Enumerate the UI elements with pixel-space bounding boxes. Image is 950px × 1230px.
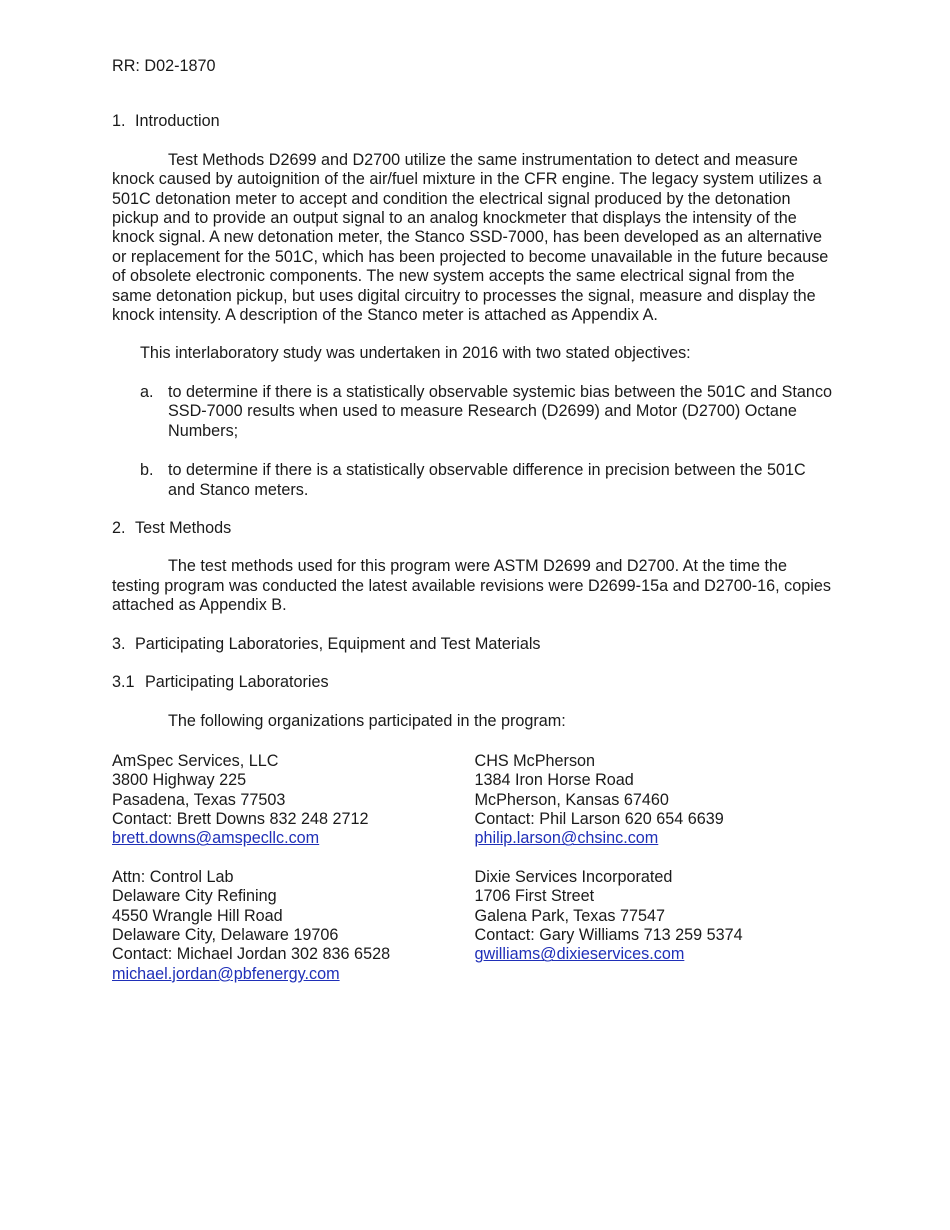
org-contact: Contact: Michael Jordan 302 836 6528	[112, 945, 391, 964]
org-city: McPherson, Kansas 67460	[474, 790, 669, 809]
participants-intro: The following organizations participated in the program:	[168, 712, 566, 731]
list-marker: b.	[140, 461, 154, 480]
org-address: 3800 Highway 225	[112, 771, 247, 790]
org-name: AmSpec Services, LLC	[112, 751, 279, 770]
objectives-list	[112, 383, 837, 500]
organizations-right-column	[475, 752, 838, 1003]
section-heading-participating	[112, 635, 837, 654]
email-link[interactable]: gwilliams@dixieservices.com	[474, 945, 685, 964]
organization-block	[475, 752, 838, 849]
org-address: 4550 Wrangle Hill Road	[112, 906, 283, 925]
section-number: 3.	[112, 634, 126, 653]
document-content	[112, 57, 837, 1003]
email-link[interactable]: brett.downs@amspecllc.com	[112, 829, 320, 848]
org-name: Dixie Services Incorporated	[474, 867, 673, 886]
org-name: Delaware City Refining	[112, 887, 277, 906]
org-contact: Contact: Brett Downs 832 248 2712	[112, 809, 369, 828]
org-address: 1706 First Street	[474, 887, 595, 906]
organizations-grid	[112, 752, 837, 1003]
organizations-left-column	[112, 752, 475, 1003]
org-address: 1384 Iron Horse Road	[474, 771, 634, 790]
org-contact: Contact: Phil Larson 620 654 6639	[474, 809, 724, 828]
list-marker: a.	[140, 382, 154, 401]
section-number: 1.	[112, 112, 126, 131]
list-item	[112, 383, 837, 441]
org-city: Delaware City, Delaware 19706	[112, 926, 339, 944]
org-attn: Attn: Control Lab	[112, 867, 234, 886]
section-heading-introduction	[112, 112, 837, 131]
org-city: Galena Park, Texas 77547	[474, 906, 665, 925]
list-item	[112, 461, 837, 500]
subsection-title: Participating Laboratories	[145, 672, 329, 691]
subsection-number: 3.1	[112, 672, 135, 691]
intro-paragraph: Test Methods D2699 and D2700 utilize the same instrumentation to detect and measure knock caused by autoignition of the air/fuel mixture in the CFR engine. The legacy system utilizes a 501C detonation meter to accept and condition the electrical signal produced by the detonation pickup and to provide an output signal to an analog knockmeter that displays the intensity of the knock signal. A new detonation meter, the Stanco SSD-7000, has been developed as an alternative or replacement for the 501C, which has been projected to become unavailable in the future because of obsolete electronic components. The new system accepts the same electrical signal from the same detonation pickup, but uses digital circuitry to processes the signal, measure and display the knock intensity. A description of the Stanco meter is attached as Appendix A.	[112, 150, 829, 325]
list-item-text: to determine if there is a statistically observable difference in precision between the 501C and Stanco meters.	[168, 461, 806, 499]
org-city: Pasadena, Texas 77503	[112, 790, 286, 809]
subsection-heading	[112, 673, 837, 692]
test-methods-paragraph: The test methods used for this program were ASTM D2699 and D2700. At the time the testing program was conducted the latest available revisions were D2699-15a and D2700-16, copies attached as Appendix B.	[112, 557, 831, 615]
list-item-text: to determine if there is a statistically observable systemic bias between the 501C and Stanco SSD-7000 results when used to measure Research (D2699) and Motor (D2700) Octane Numbers;	[168, 382, 833, 440]
section-title: Test Methods	[135, 518, 232, 537]
organization-block	[475, 868, 838, 965]
org-contact: Contact: Gary Williams 713 259 5374	[474, 926, 743, 944]
section-title: Participating Laboratories, Equipment and Test Materials	[135, 634, 541, 653]
section-heading-test-methods	[112, 519, 837, 538]
org-name: CHS McPherson	[474, 751, 596, 770]
email-link[interactable]: philip.larson@chsinc.com	[474, 829, 659, 848]
section-title: Introduction	[135, 112, 220, 131]
section-number: 2.	[112, 518, 126, 537]
organization-block	[112, 868, 475, 984]
report-id: RR: D02-1870	[112, 57, 216, 75]
organization-block	[112, 752, 475, 849]
email-link[interactable]: michael.jordan@pbfenergy.com	[112, 964, 340, 983]
objectives-intro: This interlaboratory study was undertaken in 2016 with two stated objectives:	[140, 344, 691, 363]
